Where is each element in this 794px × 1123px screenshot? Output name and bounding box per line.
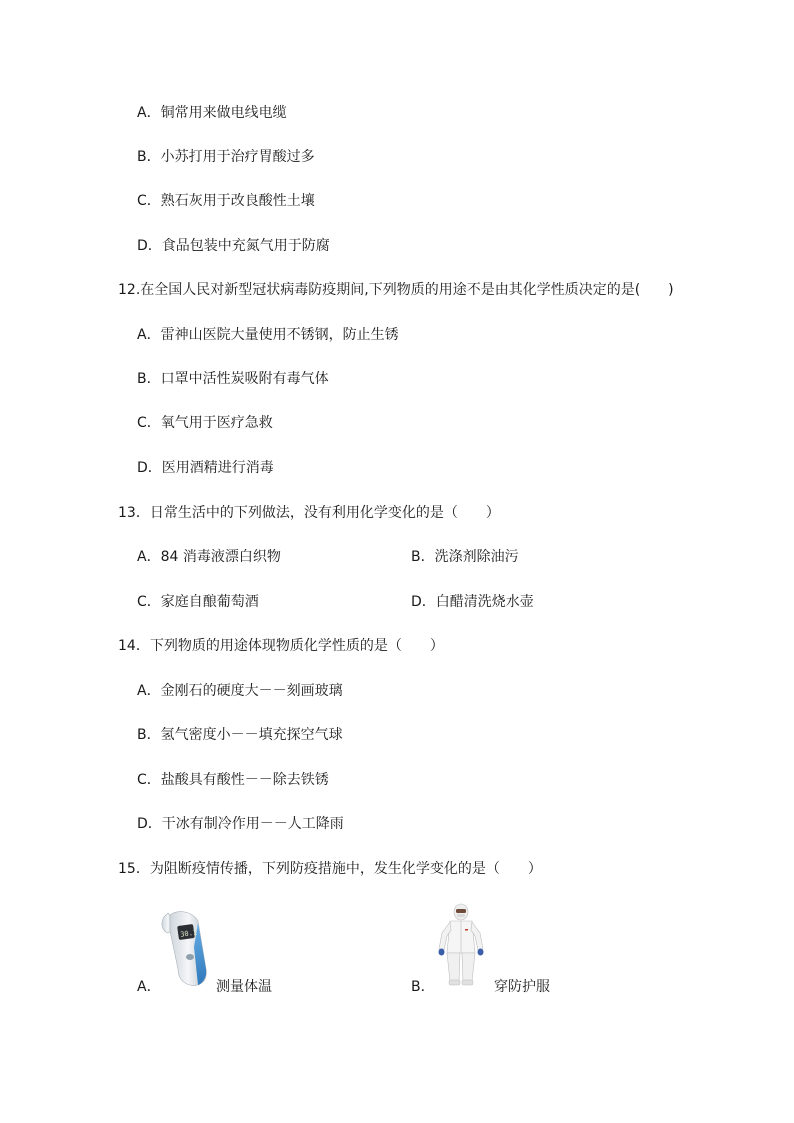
ear-thermometer-icon bbox=[156, 907, 214, 989]
thermometer-image bbox=[156, 907, 214, 989]
q14-option-d: D．干冰有制冷作用－－人工降雨 bbox=[137, 816, 344, 832]
q14-option-b: B．氢气密度小－－填充探空气球 bbox=[137, 727, 343, 743]
q12-option-d: D．医用酒精进行消毒 bbox=[137, 460, 274, 476]
q15-stem: 15．为阻断疫情传播，下列防疫措施中，发生化学变化的是（ ） bbox=[118, 861, 542, 877]
q12-option-c: C．氧气用于医疗急救 bbox=[137, 415, 273, 431]
q11-option-b: B．小苏打用于治疗胃酸过多 bbox=[137, 149, 315, 165]
q14-option-c: C．盐酸具有酸性－－除去铁锈 bbox=[137, 772, 329, 788]
q14-option-a: A．金刚石的硬度大－－刻画玻璃 bbox=[137, 683, 343, 699]
q13-option-d: D．白醋清洗烧水壶 bbox=[411, 594, 534, 610]
q12-option-b: B．口罩中活性炭吸附有毒气体 bbox=[137, 371, 329, 387]
q14-stem: 14．下列物质的用途体现物质化学性质的是（ ） bbox=[118, 638, 444, 654]
q12-stem: 12.在全国人民对新型冠状病毒防疫期间,下列物质的用途不是由其化学性质决定的是( ) bbox=[118, 282, 674, 298]
q13-option-b: B．洗涤剂除油污 bbox=[411, 549, 519, 565]
q15-option-b-letter: B． bbox=[411, 979, 435, 995]
q15-option-a-text: 测量体温 bbox=[216, 979, 272, 995]
q11-option-a: A．铜常用来做电线电缆 bbox=[137, 105, 287, 121]
q15-option-a-letter: A． bbox=[137, 979, 161, 995]
q11-option-c: C．熟石灰用于改良酸性土壤 bbox=[137, 193, 315, 209]
q15-option-b-text: 穿防护服 bbox=[494, 979, 550, 995]
q11-option-d: D．食品包装中充氮气用于防腐 bbox=[137, 238, 330, 254]
protective-suit-icon bbox=[432, 903, 490, 987]
thermometer-screen-reading: 30.1 bbox=[179, 928, 198, 939]
protective-suit-image bbox=[432, 903, 490, 987]
q13-stem: 13．日常生活中的下列做法，没有利用化学变化的是（ ） bbox=[118, 505, 500, 521]
q12-option-a: A．雷神山医院大量使用不锈钢，防止生锈 bbox=[137, 327, 399, 343]
q13-option-c: C．家庭自酿葡萄酒 bbox=[137, 594, 259, 610]
q13-option-a: A．84 消毒液漂白织物 bbox=[137, 549, 281, 565]
